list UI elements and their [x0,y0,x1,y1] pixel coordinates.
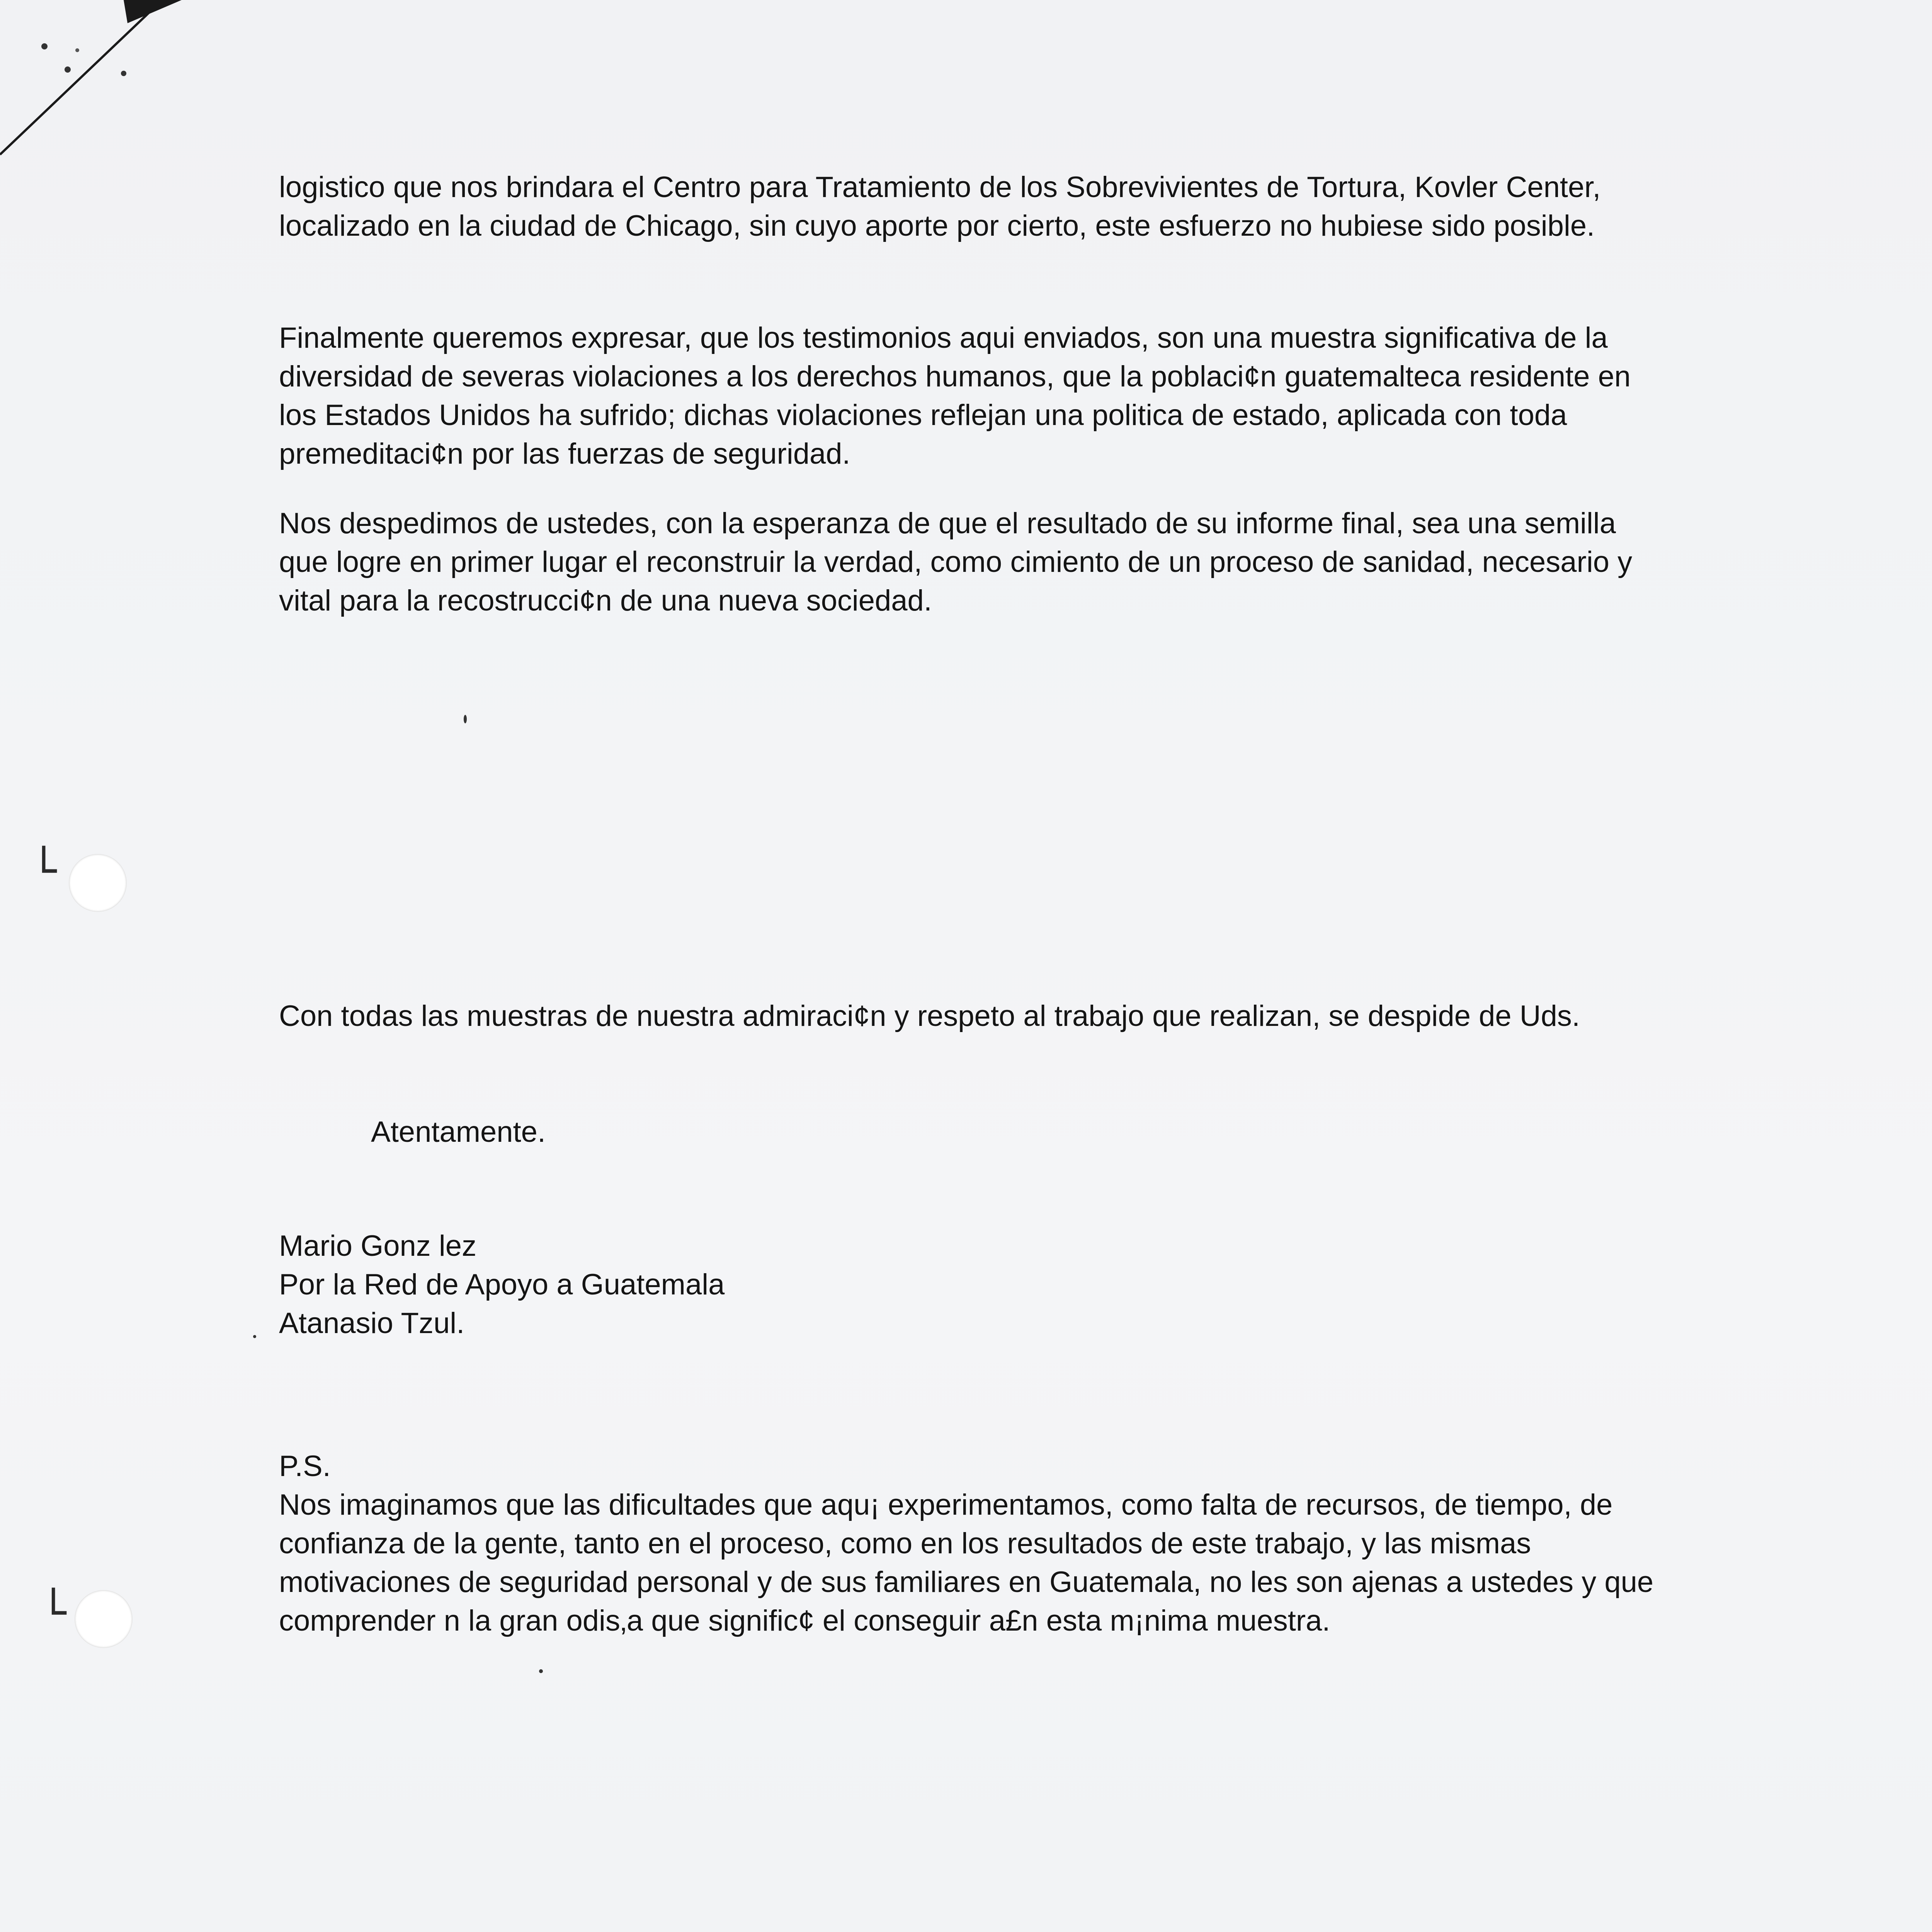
paragraph-farewell: Nos despedimos de ustedes, con la esperanza de que el resultado de su informe final, sea una semilla que logre en primer lugar el reconstruir la verdad, como cimiento de un proceso de sanidad, necesario y vital para la recostrucci¢n de una nueva sociedad. [279,507,1633,617]
paragraph-admiration: Con todas las muestras de nuestra admiraci¢n y respeto al trabajo que realizan, se despide de Uds. [279,1000,1580,1032]
punch-hole-bottom [75,1590,133,1648]
scan-speck [539,1669,543,1673]
punch-hole-top [69,854,127,912]
closing-salutation: Atentamente. [371,1116,546,1148]
punch-mark-icon: └ [41,1588,66,1638]
paragraph-testimonies: Finalmente queremos expresar, que los testimonios aqui enviados, son una muestra significativa de la diversidad de severas violaciones a los derechos humanos, que la poblaci¢n guatemalteca residente en los Estados Unidos ha sufrido; dichas violaciones reflejan una politica de estado, aplicada con toda premeditaci¢n por las fuerzas de seguridad. [279,321,1631,470]
postscript-body: Nos imaginamos que las dificultades que aqu¡ experimentamos, como falta de recursos, de tiempo, de confianza de la gente, tanto en el proceso, como en los resultados de este trabajo, y las mismas motivaciones de seguridad personal y de sus familiares en Guatemala, no les son ajenas a ustedes y que comprender n la gran odis‚a que signific¢ el conseguir a£n esta m¡nima muestra. [279,1488,1654,1637]
punch-mark-icon: └ [31,846,57,896]
fold-corner-mark [0,0,185,162]
signature-name: Mario Gonz lez [279,1230,477,1262]
signature-organization: Por la Red de Apoyo a Guatemala [279,1268,725,1301]
signature-location: Atanasio Tzul. [279,1307,465,1340]
paragraph-acknowledgment: logistico que nos brindara el Centro para Tratamiento de los Sobrevivientes de Tortura, Kovler Center, localizado en la ciudad de Chicago, sin cuyo aporte por cierto, este esfuerzo no hubiese sido posible. [279,171,1601,242]
scan-speck [464,715,467,723]
scan-speck [253,1335,256,1338]
postscript-label: P.S. [279,1450,331,1483]
signature-block [279,1227,1670,1343]
